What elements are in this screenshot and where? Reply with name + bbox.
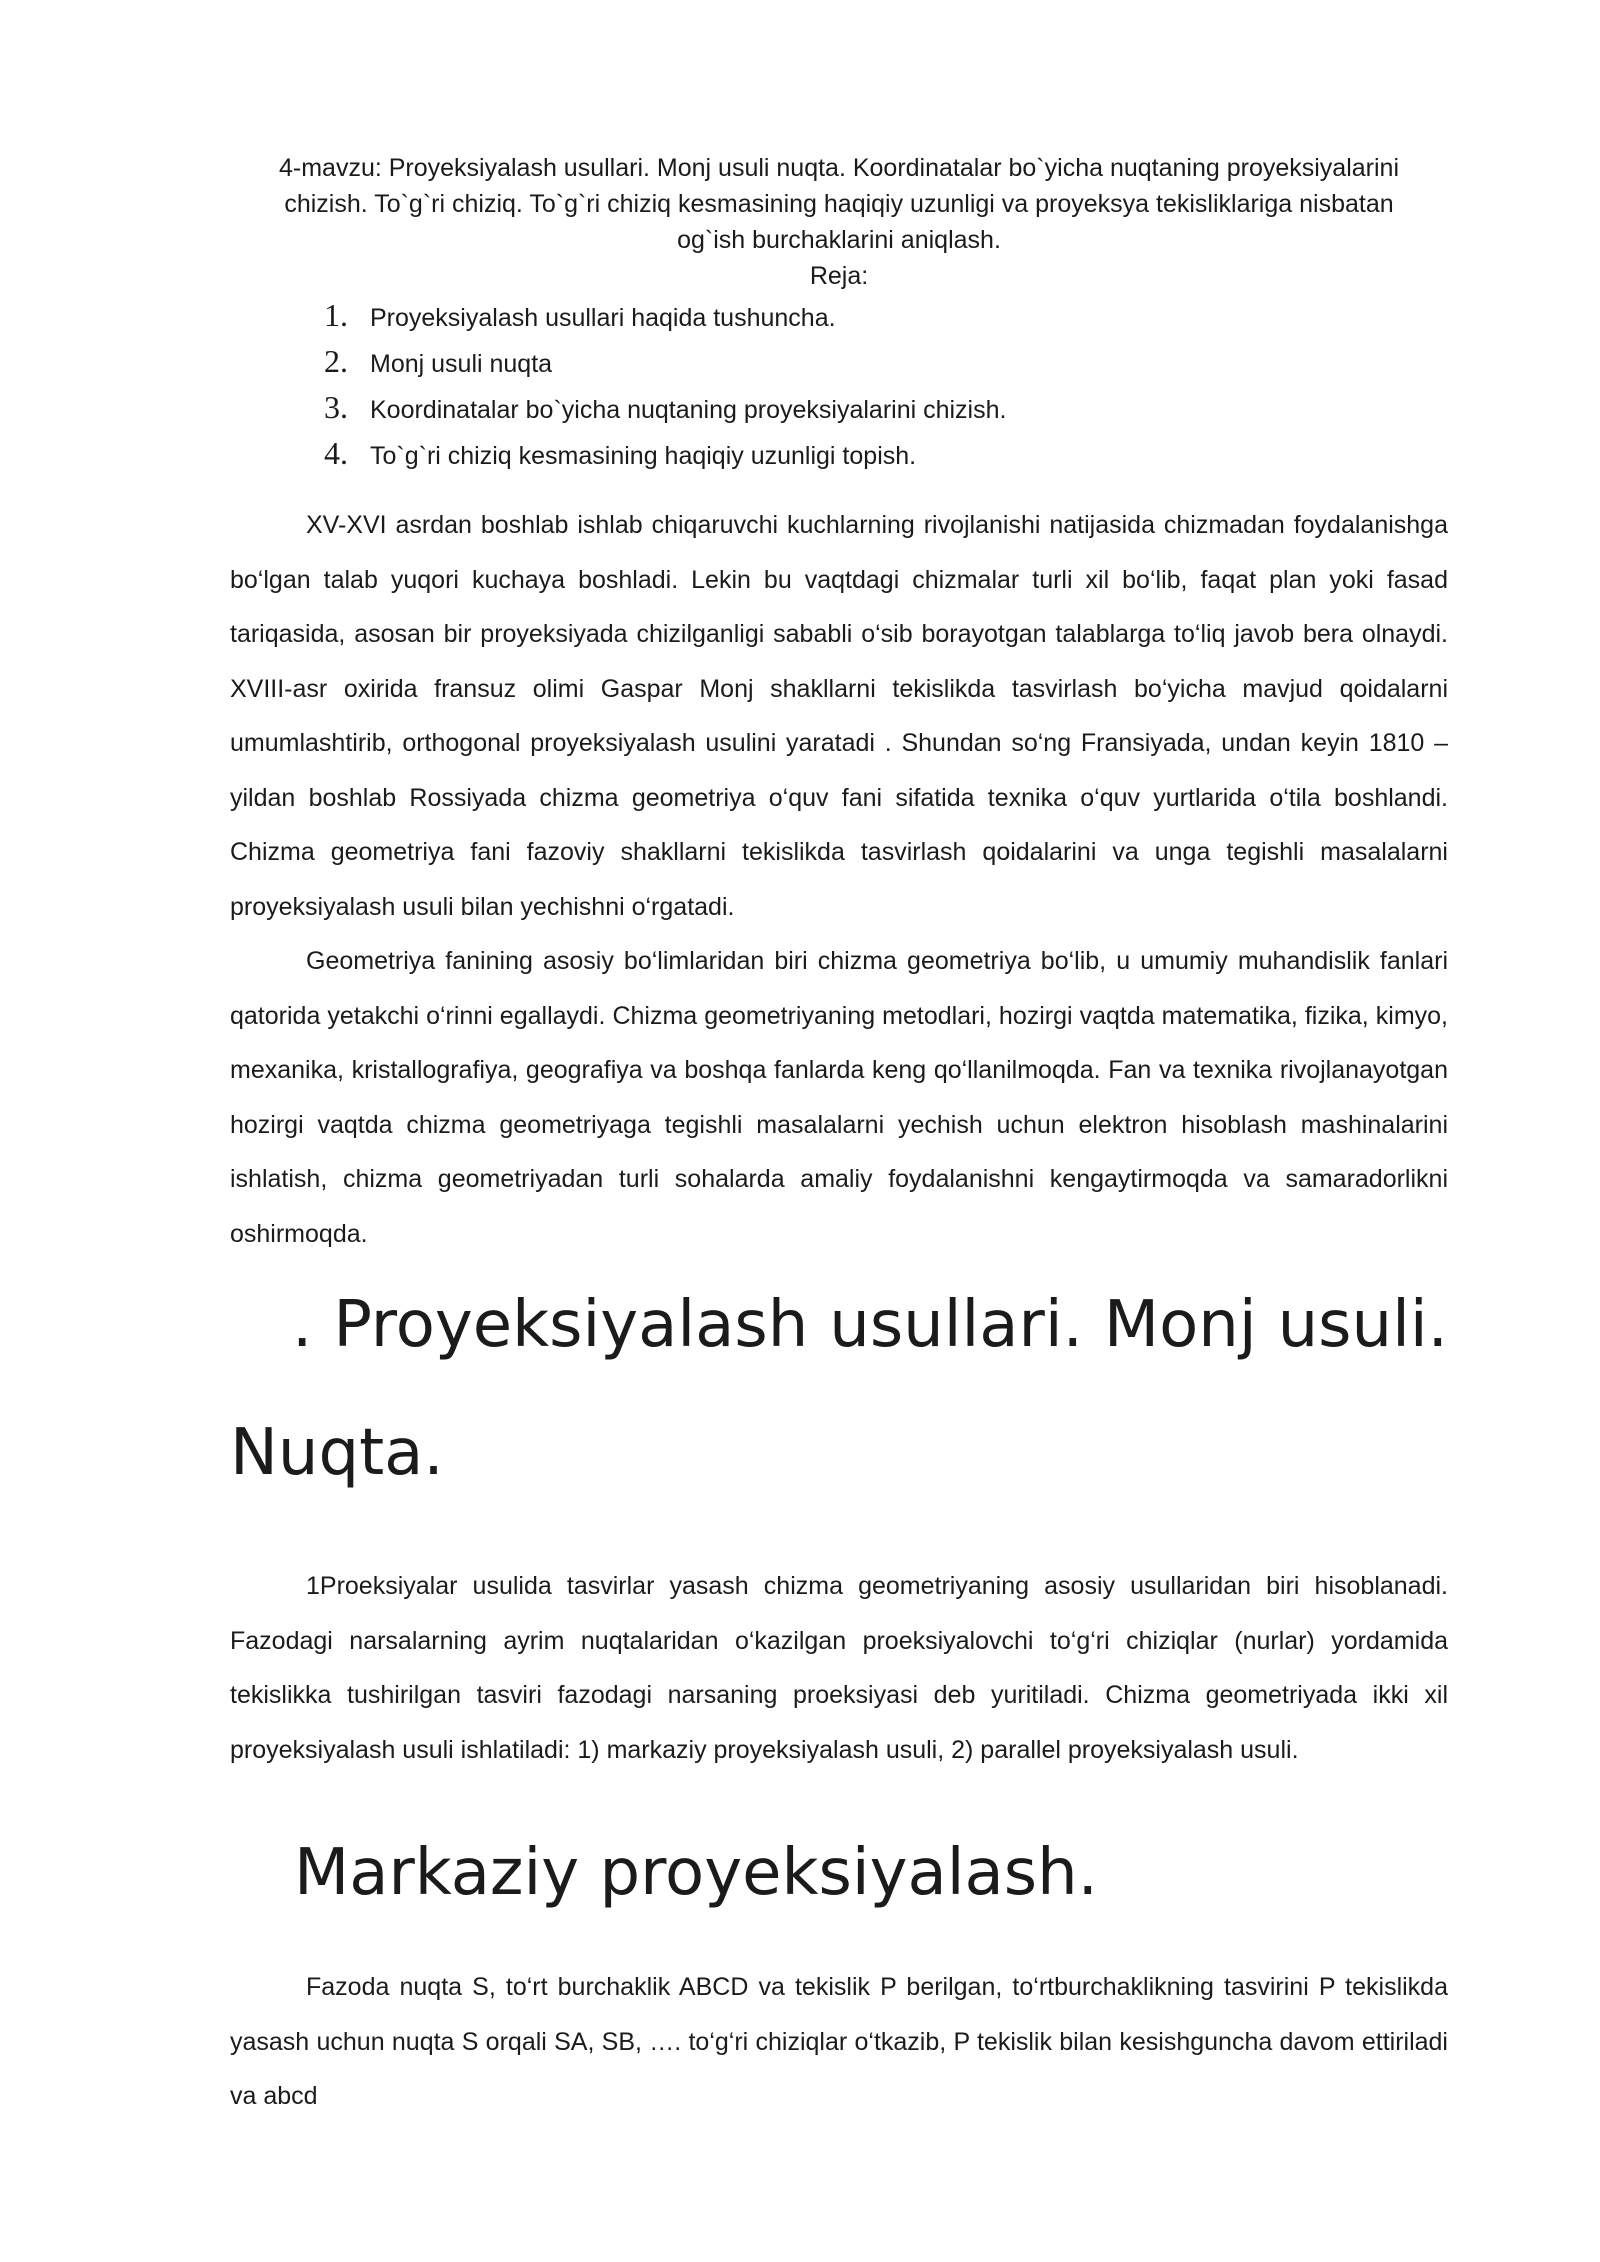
plan-item-number: 2. — [324, 343, 348, 379]
plan-heading: Reja: — [809, 262, 869, 290]
heading-word: Proyeksiyalash — [333, 1288, 809, 1362]
heading-word: usuli. — [1277, 1288, 1448, 1362]
heading-word: . — [292, 1288, 313, 1362]
plan-item — [324, 386, 1448, 432]
plan-item — [324, 294, 1448, 340]
plan-item — [324, 432, 1448, 478]
section-heading-projection-line-2: Nuqta. — [230, 1416, 444, 1490]
plan-item-number: 1. — [324, 297, 348, 333]
plan-item-number: 4. — [324, 435, 348, 471]
document-title — [230, 150, 1448, 258]
plan-item-number: 3. — [324, 389, 348, 425]
document-page — [230, 150, 1448, 2124]
plan-item-text: To`g`ri chiziq kesmasining haqiqiy uzunligi topish. — [370, 442, 917, 470]
section-heading-projection — [230, 1288, 1448, 1362]
title-line-2: chizish. To`g`ri chiziq. To`g`ri chiziq kesmasining haqiqiy uzunligi va proyeksya tekisliklariga nisbatan — [284, 190, 1394, 218]
heading-word: usullari. — [829, 1288, 1083, 1362]
section-heading-central-projection: Markaziy proyeksiyalash. — [294, 1836, 1098, 1910]
paragraph-history: XV-XVI asrdan boshlab ishlab chiqaruvchi kuchlarning rivojlanishi natijasida chizmadan foydalanishga bo‘lgan talab yuqori kuchaya boshladi. Lekin bu vaqtdagi chizmalar turli xil bo‘lib, faqat plan yoki fasad tariqasida, asosan bir proyeksiyada chizilganligi sababli o‘sib borayotgan talablarga to‘liq javob bera olnaydi. XVIII-asr oxirida fransuz olimi Gaspar Monj shakllarni tekislikda tasvirlash bo‘yicha mavjud qoidalarni umumlashtirib, orthogonal proyeksiyalash usulini yaratadi . Shundan so‘ng Fransiyada, undan keyin 1810 – yildan boshlab Rossiyada chizma geometriya o‘quv fani sifatida texnika o‘quv yurtlarida o‘tila boshlandi. Chizma geometriya fani fazoviy shakllarni tekislikda tasvirlash qoidalarini va unga tegishli masalalarni proyeksiyalash usuli bilan yechishni o‘rgatadi. — [230, 511, 1448, 921]
plan-list — [230, 294, 1448, 478]
plan-item-text: Koordinatalar bo`yicha nuqtaning proyeksiyalarini chizish. — [370, 396, 1007, 424]
title-line-1: 4-mavzu: Proyeksiyalash usullari. Monj usuli nuqta. Koordinatalar bo`yicha nuqtaning proyeksiyalarini — [278, 154, 1400, 182]
plan-item-text: Monj usuli nuqta — [370, 350, 553, 378]
plan-item-text: Proyeksiyalash usullari haqida tushuncha. — [370, 304, 836, 332]
paragraph-geometry: Geometriya fanining asosiy bo‘limlaridan biri chizma geometriya bo‘lib, u umumiy muhandislik fanlari qatorida yetakchi o‘rinni egallaydi. Chizma geometriyaning metodlari, hozirgi vaqtda matematika, fizika, kimyo, mexanika, kristallografiya, geografiya va boshqa fanlarda keng qo‘llanilmoqda. Fan va texnika rivojlanayotgan hozirgi vaqtda chizma geometriyaga tegishli masalalarni yechish uchun elektron hisoblash mashinalarini ishlatish, chizma geometriyadan turli sohalarda amaliy foydalanishni kengaytirmoqda va samaradorlikni oshirmoqda. — [230, 947, 1448, 1248]
heading-word: Monj — [1103, 1288, 1257, 1362]
paragraph-central-projection: Fazoda nuqta S, to‘rt burchaklik ABCD va tekislik P berilgan, to‘rtburchaklikning tasvirini P tekislikda yasash uchun nuqta S orqali SA, SB, …. to‘g‘ri chiziqlar o‘tkazib, P tekislik bilan kesishguncha davom ettiriladi va abcd — [230, 1973, 1448, 2110]
title-line-3: og`ish burchaklarini aniqlash. — [677, 226, 1001, 254]
paragraph-projection-methods: 1Proeksiyalar usulida tasvirlar yasash chizma geometriyaning asosiy usullaridan biri hisoblanadi. Fazodagi narsalarning ayrim nuqtalaridan o‘kazilgan proeksiyalovchi to‘g‘ri chiziqlar (nurlar) yordamida tekislikka tushirilgan tasviri fazodagi narsaning proeksiyasi deb yuritiladi. Chizma geometriyada ikki xil proyeksiyalash usuli ishlatiladi: 1) markaziy proyeksiyalash usuli, 2) parallel proyeksiyalash usuli. — [230, 1572, 1448, 1764]
plan-item — [324, 340, 1448, 386]
